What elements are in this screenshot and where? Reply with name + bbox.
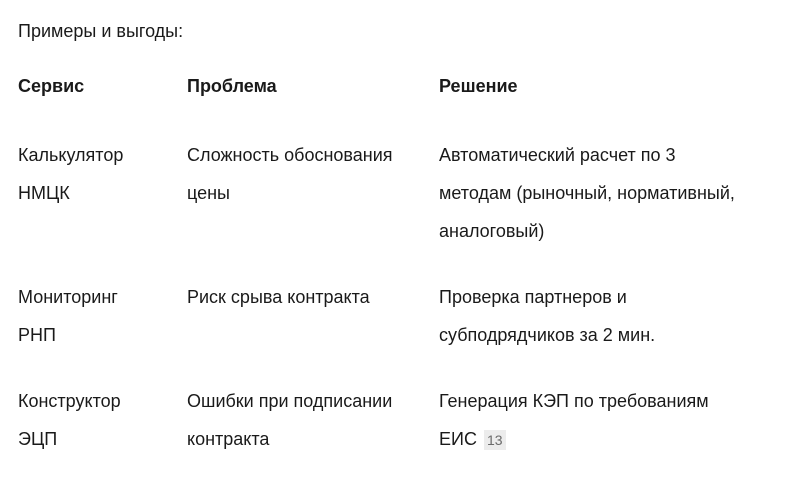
cell-problem: [187, 382, 439, 458]
cell-line: Проверка партнеров и: [439, 287, 627, 307]
cell-line: ЕИС: [439, 429, 477, 449]
cell-line: Риск срыва контракта: [187, 287, 370, 307]
citation-badge[interactable]: 13: [484, 430, 506, 450]
cell-line: Калькулятор: [18, 145, 124, 165]
table-row: [18, 136, 788, 278]
cell-solution: [439, 278, 788, 382]
header-service: Сервис: [18, 76, 85, 96]
cell-line: Ошибки при подписании: [187, 391, 393, 411]
cell-solution: [439, 382, 788, 458]
table-row: [18, 382, 788, 458]
cell-service: [18, 278, 187, 382]
intro-text: Примеры и выгоды:: [18, 21, 184, 41]
table-header-row: [18, 68, 788, 136]
cell-line: методам (рыночный, нормативный,: [439, 183, 735, 203]
cell-line: Генерация КЭП по требованиям: [439, 391, 709, 411]
cell-line: Конструктор: [18, 391, 121, 411]
table-row: [18, 278, 788, 382]
services-table: [18, 68, 788, 458]
cell-line: контракта: [187, 429, 270, 449]
header-problem: Проблема: [187, 76, 277, 96]
cell-line: РНП: [18, 325, 56, 345]
cell-problem: [187, 136, 439, 278]
cell-line: аналоговый): [439, 221, 545, 241]
header-solution: Решение: [439, 76, 518, 96]
cell-line: субподрядчиков за 2 мин.: [439, 325, 656, 345]
cell-line: НМЦК: [18, 183, 70, 203]
cell-line: цены: [187, 183, 230, 203]
cell-service: [18, 136, 187, 278]
cell-service: [18, 382, 187, 458]
cell-problem: [187, 278, 439, 382]
cell-line: Сложность обоснования: [187, 145, 393, 165]
cell-line: Автоматический расчет по 3: [439, 145, 676, 165]
cell-line: ЭЦП: [18, 429, 58, 449]
cell-line: Мониторинг: [18, 287, 118, 307]
cell-solution: [439, 136, 788, 278]
